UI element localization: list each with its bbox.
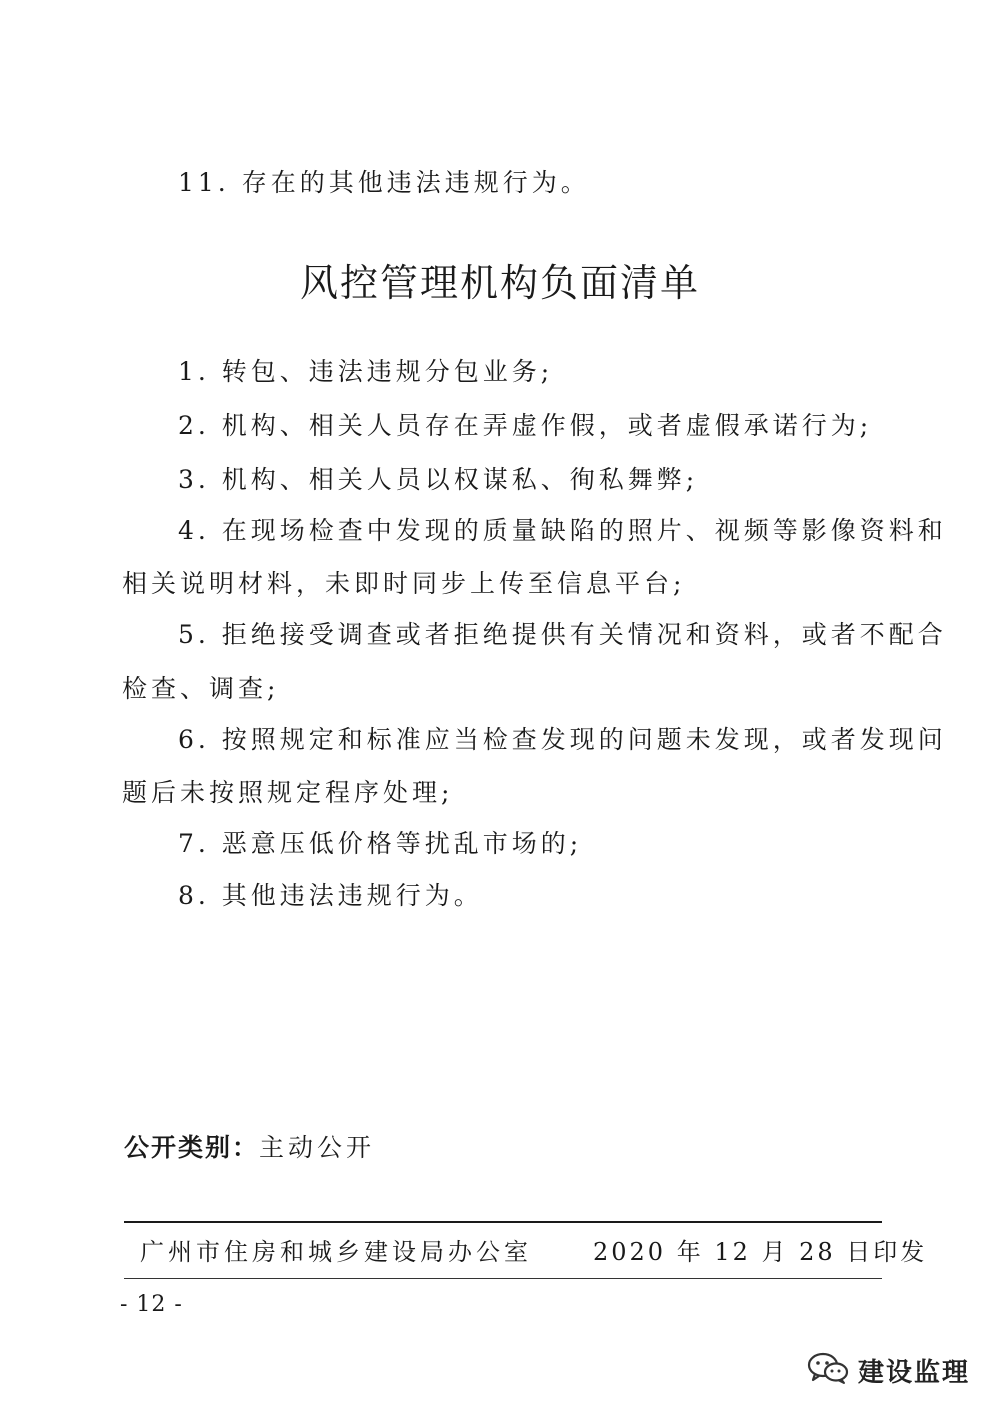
page-number: - 12 -	[120, 1292, 183, 1317]
disclosure-line	[124, 1131, 375, 1165]
footer-bottom-rule	[124, 1278, 882, 1279]
issue-date: 2020 年 12 月 28 日印发	[593, 1238, 928, 1266]
footer-top-rule	[124, 1221, 882, 1223]
list-item-6-line-1: 6. 按照规定和标准应当检查发现的问题未发现，或者发现问	[178, 725, 947, 754]
list-item-5-line-2: 检查、调查;	[122, 674, 280, 703]
disclosure-value: 主动公开	[259, 1133, 376, 1162]
watermark	[806, 1350, 970, 1390]
list-item-7: 7. 恶意压低价格等扰乱市场的;	[178, 829, 583, 858]
list-item-4-line-2: 相关说明材料，未即时同步上传至信息平台;	[122, 569, 686, 598]
watermark-text: 建设监理	[858, 1357, 971, 1388]
list-item-4-line-1: 4. 在现场检查中发现的质量缺陷的照片、视频等影像资料和	[178, 516, 947, 545]
previous-list-item: 11. 存在的其他违法违规行为。	[178, 168, 590, 197]
list-item-5-line-1: 5. 拒绝接受调查或者拒绝提供有关情况和资料，或者不配合	[178, 620, 947, 649]
list-item-6-line-2: 题后未按照规定程序处理;	[122, 778, 454, 807]
list-item-2: 2. 机构、相关人员存在弄虚作假，或者虚假承诺行为;	[178, 411, 873, 440]
page-title: 风控管理机构负面清单	[299, 261, 700, 305]
list-item-1: 1. 转包、违法违规分包业务;	[178, 357, 554, 386]
wechat-icon	[806, 1350, 850, 1390]
issuer-name: 广州市住房和城乡建设局办公室	[140, 1238, 532, 1266]
list-item-8: 8. 其他违法违规行为。	[178, 881, 483, 910]
list-item-3: 3. 机构、相关人员以权谋私、徇私舞弊;	[178, 465, 699, 494]
disclosure-label: 公开类别：	[124, 1133, 260, 1162]
